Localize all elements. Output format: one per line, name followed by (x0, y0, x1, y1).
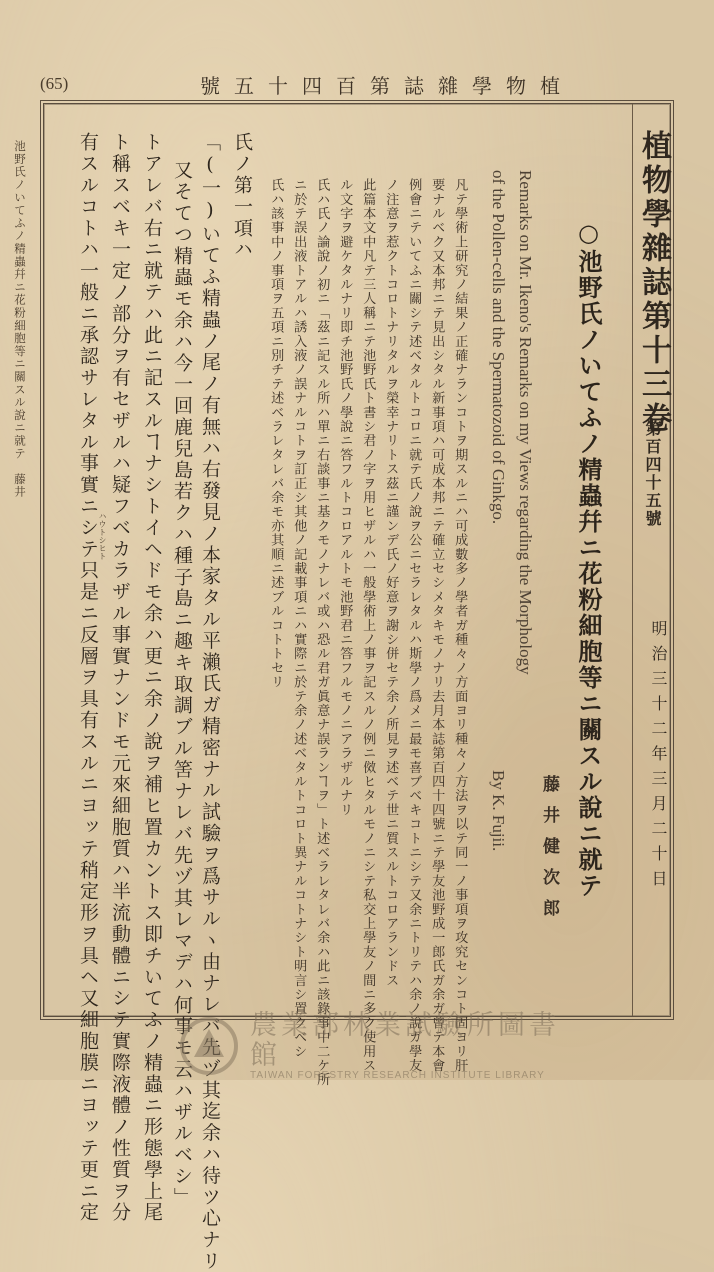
intro-line: 氏ハ該事中ノ事項ヲ五項ニ別チテ述ベラレタレバ余モ亦其順ニ述ブルコトトセリ (268, 178, 284, 690)
page-number: (65) (40, 74, 69, 93)
journal-issue: 第百四十五號 (643, 420, 662, 528)
body-line: 又そてつ精蟲モ余ハ今一回鹿兒島若クハ種子島ニ趣キ取調ブル筈ナレバ先ヅ其レマデハ何事モ云ハザルベシ」 (171, 160, 193, 1209)
body-line: 有スルコトハ一般ニ承認サレタル事實ニシテ只是ニ反層ヲ具有スルニヨッテ稍定形ヲ具ヘ又細胞膜ニヨッテ更ニ定 (77, 132, 99, 1224)
author-jp: 藤井健次郎 (539, 775, 559, 930)
intro-line: 氏ハ氏ノ論說ノ初ニ「茲ニ記スル所ハ單ニ右談事ニ基クモノナレバ或ハ恐ル君ガ眞意ナ誤ランヿヲ」ト述ベラレタレバ余ハ此ニ該錄事中二ケ所 (314, 178, 330, 1087)
masthead-divider (632, 104, 633, 1016)
body-line: 「(一)いてふ精蟲ノ尾ノ有無ハ右發見ノ本家タル平瀨氏ガ精密ナル試驗ヲ爲サルヽ由ナレバ先ヅ其迄余ハ待ツ心ナリ (199, 132, 221, 1272)
article-title-en-line1: Remarks on Mr. Ikeno's Remarks on my Views regarding the Morphology (516, 170, 535, 675)
body-line: トアレバ右ニ就テハ此ニ記スルヿナシトイヘドモ余ハ更ニ余ノ說ヲ補ヒ置カントス即チいてふノ精蟲ニ形態學上尾 (141, 132, 163, 1224)
article-title-en-line2: of the Pollen-cells and the Spermatozoid of Ginkgo. (489, 170, 508, 525)
intro-line: 例會ニテいてふニ關シテ述ベタルトコロニ就テ氏ノ說ヲ公ニセラレタルハ斯學ノ爲メニ最モ喜ブベキコトニシテ又余ニトリテハ余ノ說ガ學友 (406, 178, 422, 1073)
library-name-cn: 農業部林業試驗所圖書館 (250, 1009, 560, 1071)
body-line: 氏ノ第一項ハ (231, 132, 253, 261)
byline-en: By K. Fujii. (489, 770, 508, 852)
marginal-note: 池野氏ノいてふノ精蟲幷ニ花粉細胞等ニ關スル說ニ就テ 藤井 (13, 140, 27, 499)
body-line: ト稱スベキ一定ノ部分ヲ有セザルハ疑フベカラザル事實ナンドモ元來細胞質ハ半流動體ニシテ實際液體ノ性質ヲ分 (109, 132, 131, 1224)
intro-line: 凡テ學術上研究ノ結果ノ正確ナランコトヲ期スルニハ可成數多ノ學者ガ種々ノ方面ヨリ種々ノ方法ヲ以テ同一ノ事項ヲ攻究センコト固ヨリ肝 (452, 178, 468, 1073)
ruby-annotation: ハウトシヒト (98, 512, 107, 560)
library-watermark (180, 1009, 580, 1082)
journal-title: 植物學雜誌第十三卷 (636, 130, 671, 436)
intro-line: 此篇本文中凡テ三人稱ニテ池野氏ト書シ君ノ字ヲ用ヒザルハ一般學術上ノ事ヲ記スルノ例ニ傚ヒタルモノニシテ私交上學友ノ間ニ多ク使用ス (360, 178, 376, 1073)
article-title: ○池野氏ノいてふノ精蟲幷ニ花粉細胞等ニ關スル說ニ就テ (574, 218, 603, 899)
library-name-en: TAIWAN FORESTRY RESEARCH INSTITUTE LIBRARY (250, 1070, 545, 1082)
intro-line: ニ於テ誤出液トアルハ誘入液ノ誤ナルコトヲ訂正シ其他ノ記載事項ニハ實際ニ於テ余ノ述ベタルトコロト異ナルコトナシト明言シ置クベシ (291, 178, 307, 1059)
intro-line: ノ注意ヲ惹クトコロトナリタルヲ榮幸ナリトス茲ニ謹ンデ氏ノ好意ヲ謝シ併セテ余ノ所見ヲ述ベテ世ニ質スルトコロアランドス (383, 178, 399, 988)
intro-line: ル文字ヲ避ケタルナリ即チ池野氏ノ學說ニ答フルトコロアルトモ池野君ニ答フルモノニアラザルナリ (337, 178, 353, 817)
library-seal-icon (180, 1017, 238, 1075)
journal-date: 明治三十二年三月二十日 (649, 620, 668, 895)
running-head: 植物學雜誌第百四十五號 (200, 74, 574, 98)
intro-line: 要ナルベク又本邦ニテ見出シタル新事項ハ可成本邦ニテ確立セシメタキモノナリ去月本誌第百四十四號ニテ學友池野成一郎氏ガ余ガ曾テ本會 (429, 178, 445, 1073)
